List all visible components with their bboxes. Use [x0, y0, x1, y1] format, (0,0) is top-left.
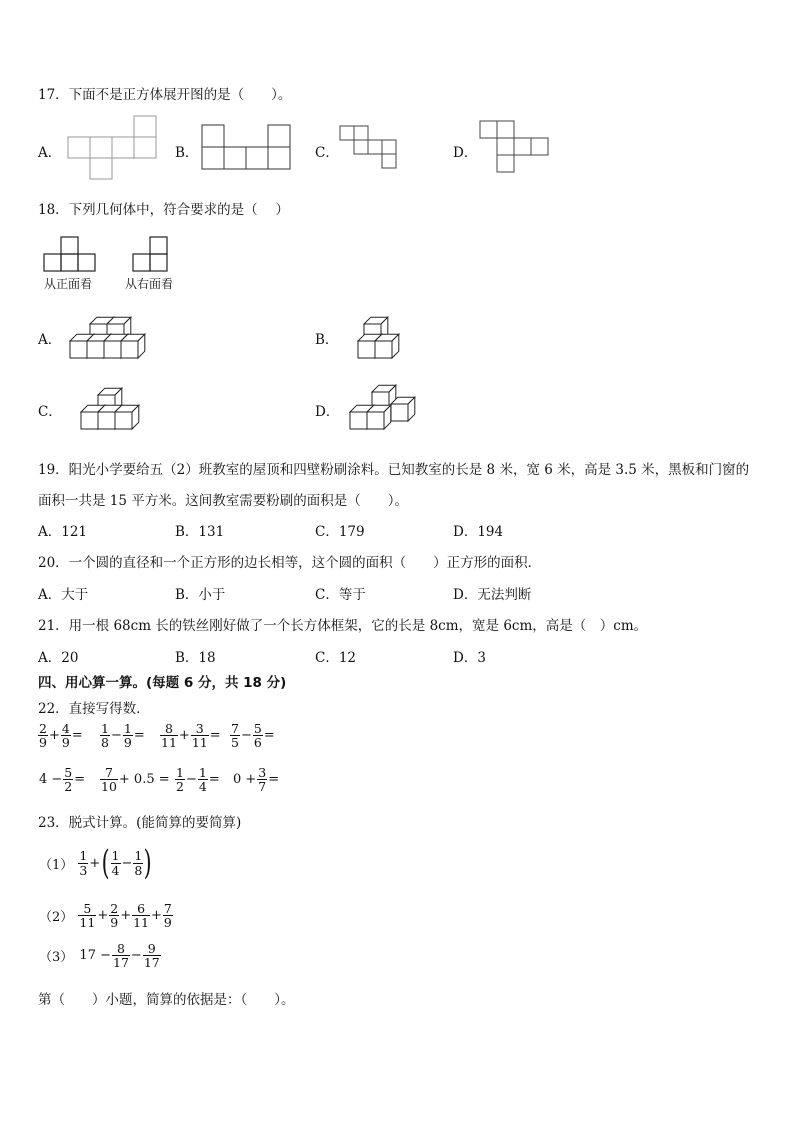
q21-stem: 21．用一根 68cm 长的铁丝刚好做了一个长方体框架，它的长是 8cm，宽是 6cm，高是（ ）cm。 [38, 618, 648, 634]
q18-option-a[interactable]: A． [38, 332, 62, 348]
fraction: $\frac{7}{10}$ [101, 765, 117, 795]
q17-option-b[interactable]: B． [175, 145, 199, 161]
q22-row2-item4: 0 + $\frac{3}{7}$ = [233, 765, 280, 795]
q18-front-view-label: 从正面看 [44, 277, 93, 291]
q20-option-b[interactable]: B．小于 [175, 587, 226, 603]
fraction: $\frac{1}{9}$ [123, 721, 132, 751]
q20-option-c[interactable]: C．等于 [315, 587, 366, 603]
q18-solid-c [80, 384, 146, 436]
fraction: $\frac{7}{5}$ [231, 721, 239, 751]
q21-option-a[interactable]: A．20 [38, 650, 79, 666]
q22-row1-item2: $\frac{1}{8}$ − $\frac{1}{9}$ = [101, 721, 145, 751]
q19-option-c[interactable]: C．179 [315, 524, 365, 540]
fraction: $\frac{2}{9}$ [39, 721, 47, 751]
fraction: $\frac{3}{11}$ [191, 721, 208, 751]
q18-front-view [44, 236, 100, 274]
q18-right-view [133, 236, 173, 274]
q22-row2-item3: $\frac{1}{2}$ − $\frac{1}{4}$ = [176, 765, 220, 795]
fraction: $\frac{5}{6}$ [253, 721, 262, 751]
fraction: $\frac{5}{2}$ [64, 765, 73, 795]
q20-option-a[interactable]: A．大于 [38, 587, 89, 603]
q23-footer: 第（ ）小题，简算的依据是：（ ）。 [38, 992, 295, 1008]
q22-row1-item1: $\frac{2}{9}$ + $\frac{4}{9}$ = [39, 721, 83, 751]
q18-option-c[interactable]: C． [38, 404, 62, 420]
q22-stem: 22．直接写得数． [38, 701, 150, 717]
q17-net-a [68, 116, 160, 182]
q19-option-d[interactable]: D．194 [453, 524, 504, 540]
q18-right-view-label: 从右面看 [125, 277, 174, 291]
q17-net-c [340, 126, 400, 172]
q21-option-c[interactable]: C．12 [315, 650, 357, 666]
fraction: $\frac{3}{7}$ [258, 765, 267, 795]
q17-option-a[interactable]: A． [38, 145, 62, 161]
q18-option-d[interactable]: D． [315, 404, 340, 420]
q22-row1-item3: $\frac{8}{11}$ + $\frac{3}{11}$ = [161, 721, 221, 751]
q19-stem-line2: 面积一共是 15 平方米。这间教室需要粉刷的面积是（ ）。 [38, 493, 409, 509]
fraction: $\frac{4}{9}$ [61, 721, 70, 751]
q19-option-a[interactable]: A．121 [38, 524, 88, 540]
q18-solid-a [68, 312, 158, 362]
fraction: $\frac{8}{11}$ [161, 721, 177, 751]
q17-stem: 17．下面不是正方体展开图的是（ ）。 [38, 87, 292, 103]
q18-solid-d [348, 382, 420, 436]
q23-expression-2: （2） $\frac{5}{11}$ + $\frac{2}{9}$ + $\frac{6}{11}$ + $\frac{7}{9}$ [39, 901, 172, 931]
q22-row2-item2: $\frac{7}{10}$ + 0.5 = [101, 765, 170, 795]
q21-option-b[interactable]: B．18 [175, 650, 216, 666]
q19-option-b[interactable]: B．131 [175, 524, 225, 540]
q20-option-d[interactable]: D．无法判断 [453, 587, 532, 603]
section-4-title: 四、用心算一算。(每题 6 分，共 18 分) [38, 675, 287, 691]
q22-row1-item4: $\frac{7}{5}$ − $\frac{5}{6}$ = [231, 721, 275, 751]
q21-option-d[interactable]: D．3 [453, 650, 486, 666]
cube [367, 405, 391, 429]
q17-net-d [480, 121, 552, 175]
q18-stem: 18．下列几何体中，符合要求的是（ ） [38, 202, 289, 218]
q20-stem: 20．一个圆的直径和一个正方形的边长相等，这个圆的面积（ ）正方形的面积． [38, 555, 542, 571]
q22-row2-item1: 4 − $\frac{5}{2}$ = [39, 765, 86, 795]
q23-stem: 23．脱式计算。(能简算的要简算) [38, 815, 242, 831]
cube [375, 334, 399, 358]
cube [121, 334, 145, 358]
fraction: $\frac{1}{8}$ [101, 721, 109, 751]
q17-net-b [202, 125, 294, 171]
cube [115, 405, 139, 429]
q18-option-b[interactable]: B． [315, 332, 339, 348]
fraction: $\frac{1}{4}$ [198, 765, 207, 795]
q17-option-c[interactable]: C． [315, 145, 339, 161]
q18-solid-b [356, 312, 406, 362]
fraction: $\frac{1}{2}$ [176, 765, 184, 795]
q23-expression-3: （3） 17 − $\frac{8}{17}$ − $\frac{9}{17}$ [39, 941, 160, 971]
q17-option-d[interactable]: D． [453, 145, 478, 161]
q19-stem-line1: 19．阳光小学要给五（2）班教室的屋顶和四壁粉刷涂料。已知教室的长是 8 米，宽 6 米，高是 3.5 米，黑板和门窗的 [38, 462, 750, 478]
cube [391, 397, 415, 421]
q23-expression-1: （1） $\frac{1}{3}$ +( $\frac{1}{4}$ − $\frac{1}{8}$ ) [39, 843, 152, 883]
